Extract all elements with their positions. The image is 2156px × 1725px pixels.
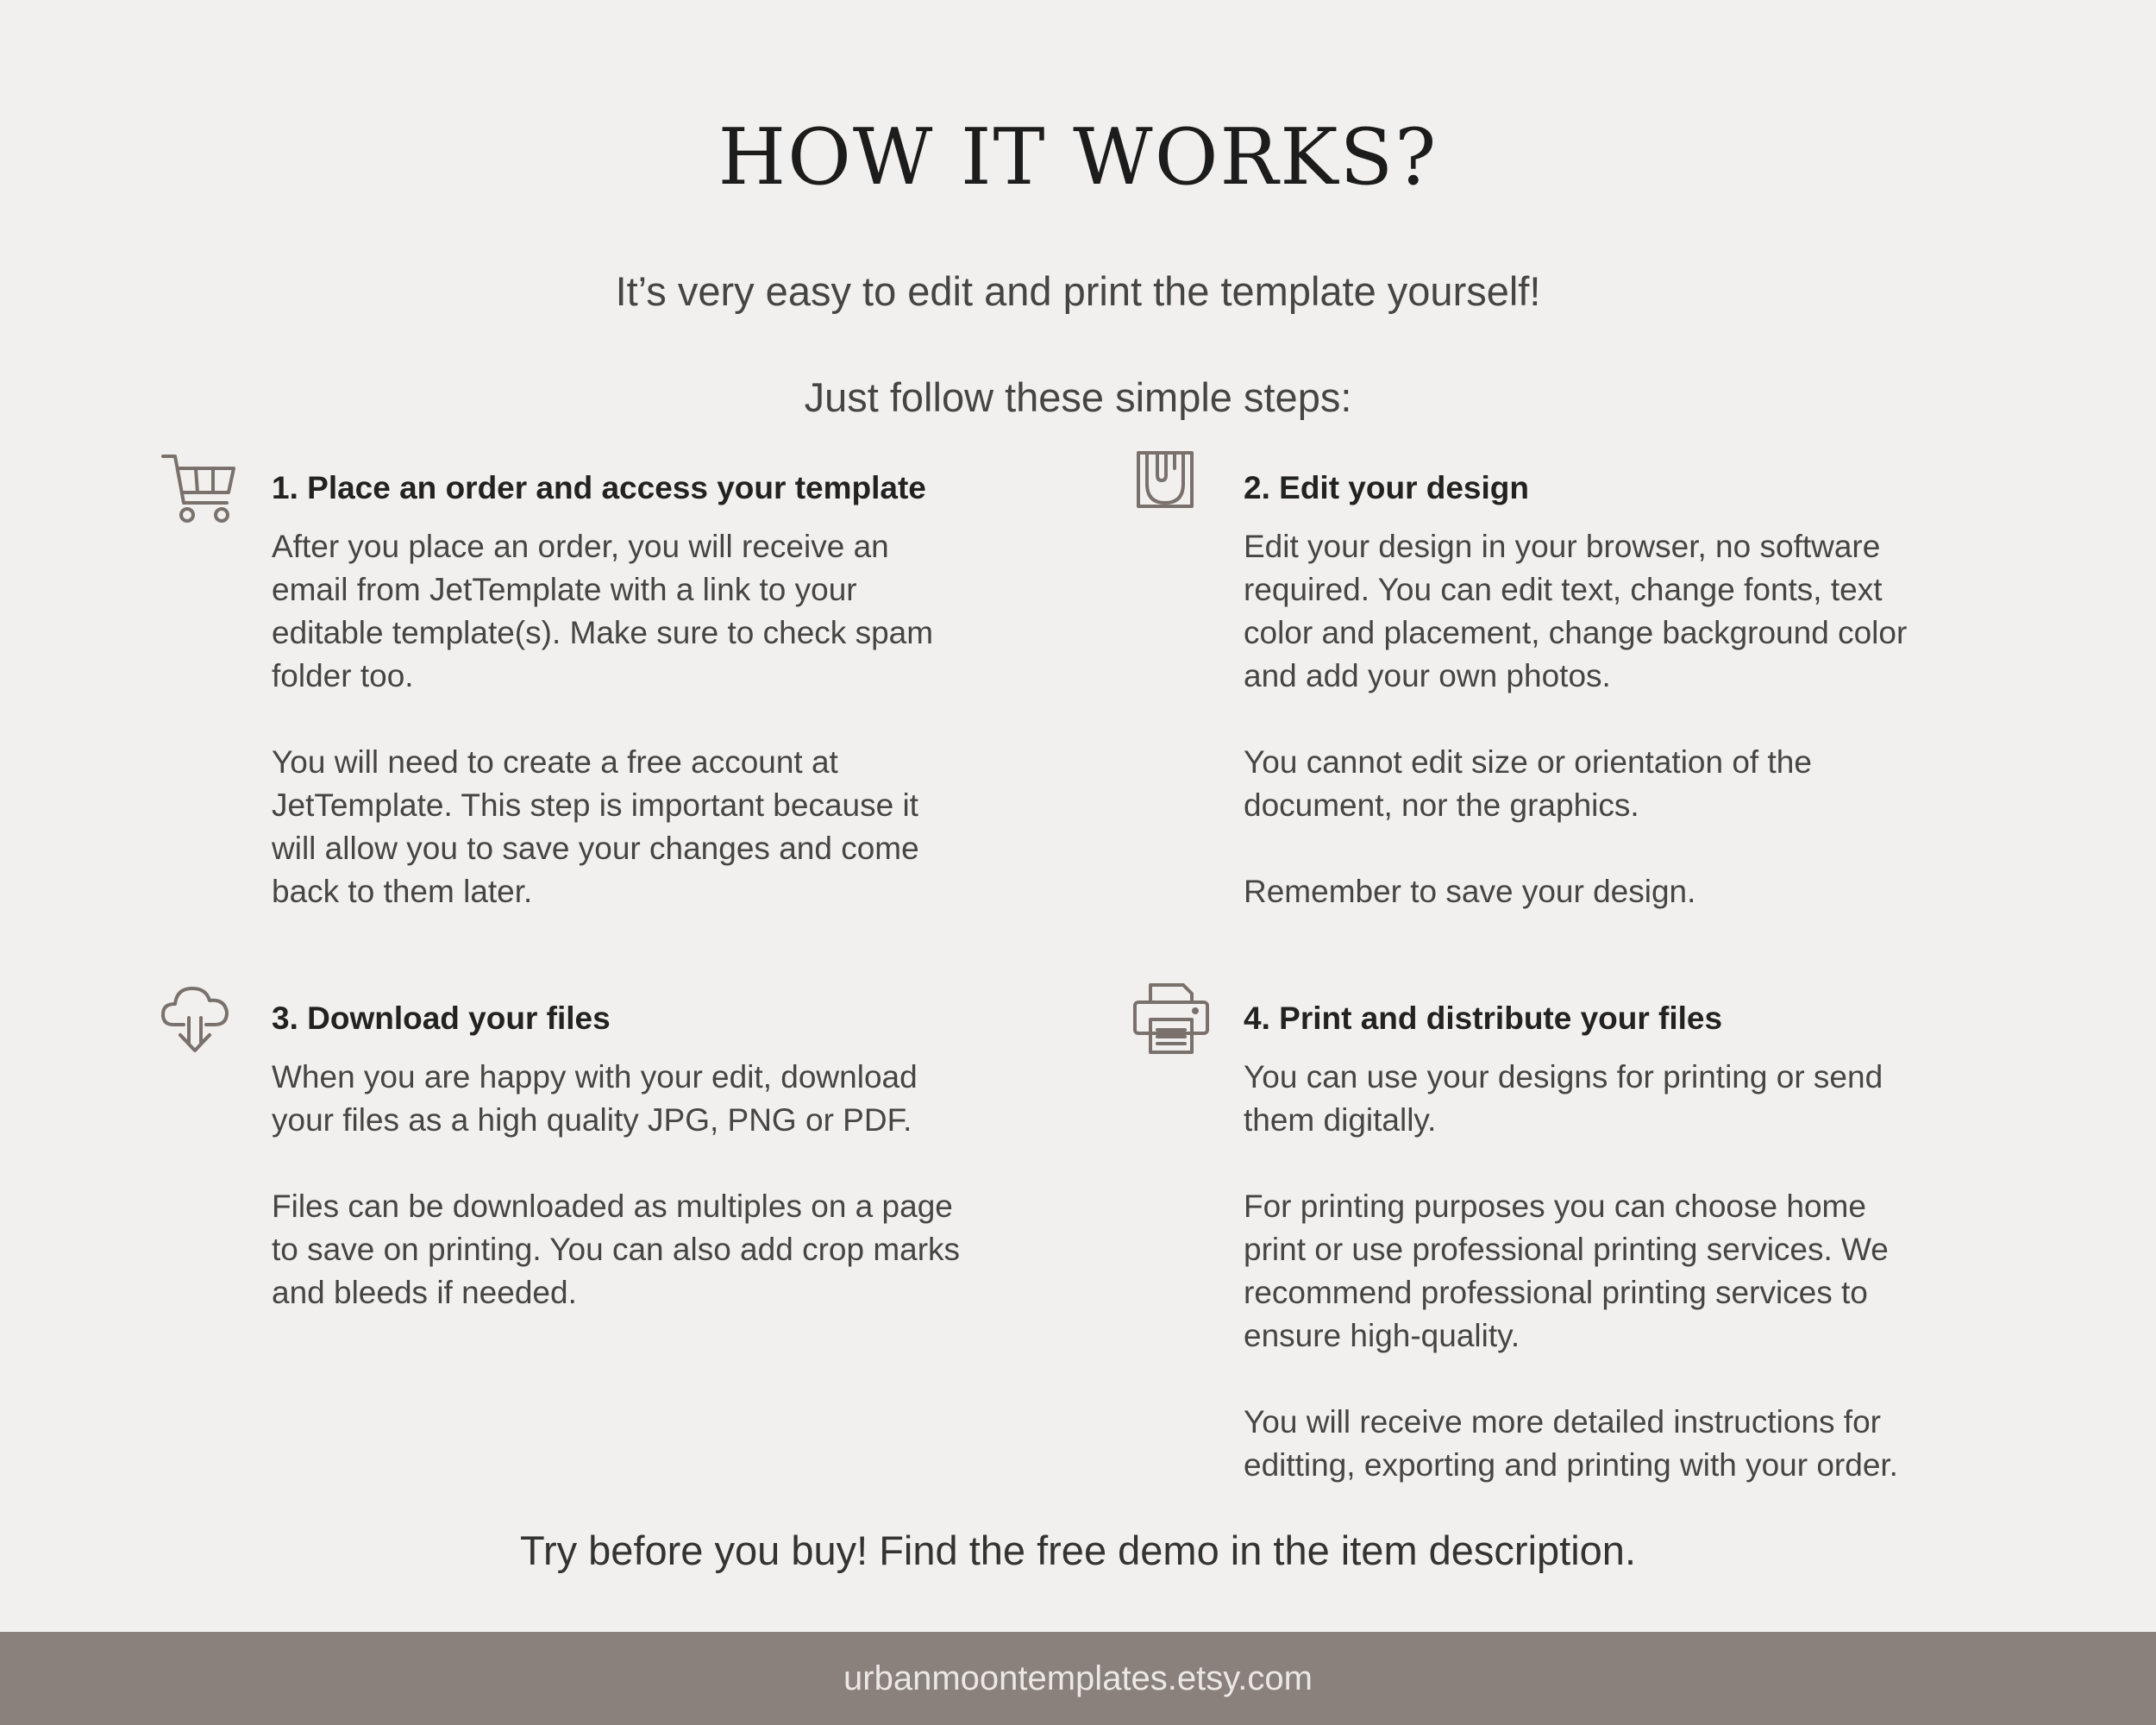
paint-bucket-icon — [1131, 449, 1211, 529]
subtitle-intro: It’s very easy to edit and print the template yourself! — [615, 268, 1541, 314]
step-title: 3. Download your files — [272, 1000, 611, 1036]
step-place-order — [272, 467, 1048, 913]
demo-callout: Try before you buy! Find the free demo in the item description. — [519, 1527, 1636, 1573]
subtitle-steps: Just follow these simple steps: — [804, 374, 1352, 420]
step-title: 1. Place an order and access your template — [272, 470, 926, 505]
page-title: HOW IT WORKS? — [718, 112, 1438, 203]
shopping-cart-icon — [160, 449, 239, 529]
step-body: After you place an order, you will receive an email from JetTemplate with a link to your editable template(s). Make sure to check spam folder too. You will need to create a free account at JetTemplate. This step is important because it will allow you to save your changes and come back to them later. — [272, 529, 934, 909]
step-body: You can use your designs for printing or send them digitally. For printing purposes you can choose home print or use professional printing services. We recommend professional printing services to ensure high-quality. You will receive more detailed instructions for editting, exporting and printing with your order. — [1244, 1059, 1898, 1483]
printer-icon — [1131, 980, 1211, 1059]
step-body: Edit your design in your browser, no software required. You can edit text, change fonts, text color and placement, change background color and add your own photos. You cannot edit size or orientation of the document, nor the graphics. Remember to save your design. — [1244, 529, 1908, 909]
step-edit-design — [1244, 467, 2020, 913]
step-title: 4. Print and distribute your files — [1244, 1000, 1723, 1036]
cloud-download-icon — [160, 980, 239, 1059]
shop-url[interactable]: urbanmoontemplates.etsy.com — [843, 1659, 1313, 1697]
step-print-distribute — [1244, 997, 2020, 1487]
step-title: 2. Edit your design — [1244, 470, 1529, 505]
step-download-files — [272, 997, 1048, 1314]
step-body: When you are happy with your edit, download your files as a high quality JPG, PNG or PDF. Files can be downloaded as multiples on a page to save on printing. You can also add crop marks and bleeds if needed. — [272, 1059, 961, 1310]
footer-bar — [0, 1632, 2156, 1725]
